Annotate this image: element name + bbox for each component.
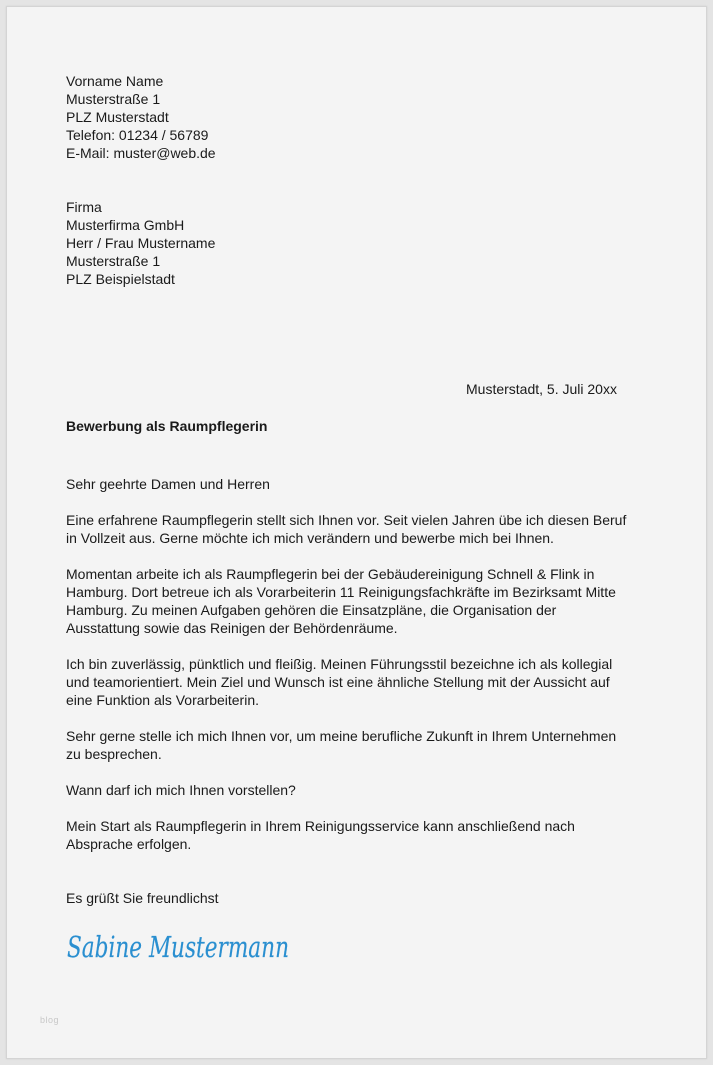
paragraph-2 (66, 565, 646, 637)
paragraph-line: Momentan arbeite ich als Raumpflegerin bei der Gebäudereinigung Schnell & Flink in (66, 566, 595, 582)
watermark: blog (40, 1015, 60, 1025)
letter-closing: Es grüßt Sie freundlichst (66, 890, 219, 906)
letter-salutation: Sehr geehrte Damen und Herren (66, 476, 270, 492)
paragraph-line: zu besprechen. (66, 746, 162, 762)
sender-name: Vorname Name (66, 73, 164, 89)
handwritten-signature (65, 921, 295, 969)
letter-date: Musterstadt, 5. Juli 20xx (466, 381, 617, 397)
sender-email: E-Mail: muster@web.de (66, 145, 216, 161)
paragraph-6 (66, 817, 646, 853)
paragraph-line: Sehr gerne stelle ich mich Ihnen vor, um meine berufliche Zukunft in Ihrem Unternehmen (66, 728, 617, 744)
recipient-city: PLZ Beispielstadt (66, 271, 175, 287)
paragraph-line: Hamburg. Zu meinen Aufgaben gehören die Einsatzpläne, die Organisation der (66, 602, 557, 618)
signature-text: Sabine Mustermann (67, 930, 289, 964)
paragraph-line: in Vollzeit aus. Gerne möchte ich mich verändern und bewerbe mich bei Ihnen. (66, 530, 554, 546)
sender-address (66, 72, 646, 162)
paragraph-line: Absprache erfolgen. (66, 836, 192, 852)
paragraph-line: Eine erfahrene Raumpflegerin stellt sich Ihnen vor. Seit vielen Jahren übe ich diesen Beruf (66, 512, 627, 528)
recipient-company: Musterfirma GmbH (66, 217, 185, 233)
sender-phone: Telefon: 01234 / 56789 (66, 127, 209, 143)
paragraph-line: und teamorientiert. Mein Ziel und Wunsch ist eine ähnliche Stellung mit der Aussicht auf (66, 674, 610, 690)
letter-page (6, 6, 707, 1059)
paragraph-line: Wann darf ich mich Ihnen vorstellen? (66, 782, 296, 798)
paragraph-1 (66, 511, 646, 547)
sender-street: Musterstraße 1 (66, 91, 161, 107)
recipient-contact: Herr / Frau Mustername (66, 235, 216, 251)
paragraph-line: Mein Start als Raumpflegerin in Ihrem Reinigungsservice kann anschließend nach (66, 818, 575, 834)
letter-subject: Bewerbung als Raumpflegerin (66, 418, 268, 434)
paragraph-line: Hamburg. Dort betreue ich als Vorarbeiterin 11 Reinigungsfachkräfte im Bezirksamt Mitte (66, 584, 616, 600)
paragraph-4 (66, 727, 646, 763)
paragraph-3 (66, 655, 646, 709)
paragraph-line: Ich bin zuverlässig, pünktlich und fleißig. Meinen Führungsstil bezeichne ich als kollegial (66, 656, 613, 672)
recipient-address (66, 198, 646, 288)
paragraph-5 (66, 781, 646, 799)
sender-city: PLZ Musterstadt (66, 109, 169, 125)
paragraph-line: eine Funktion als Vorarbeiterin. (66, 692, 259, 708)
paragraph-line: Ausstattung sowie das Reinigen der Behördenräume. (66, 620, 398, 636)
recipient-company-label: Firma (66, 199, 102, 215)
recipient-street: Musterstraße 1 (66, 253, 161, 269)
